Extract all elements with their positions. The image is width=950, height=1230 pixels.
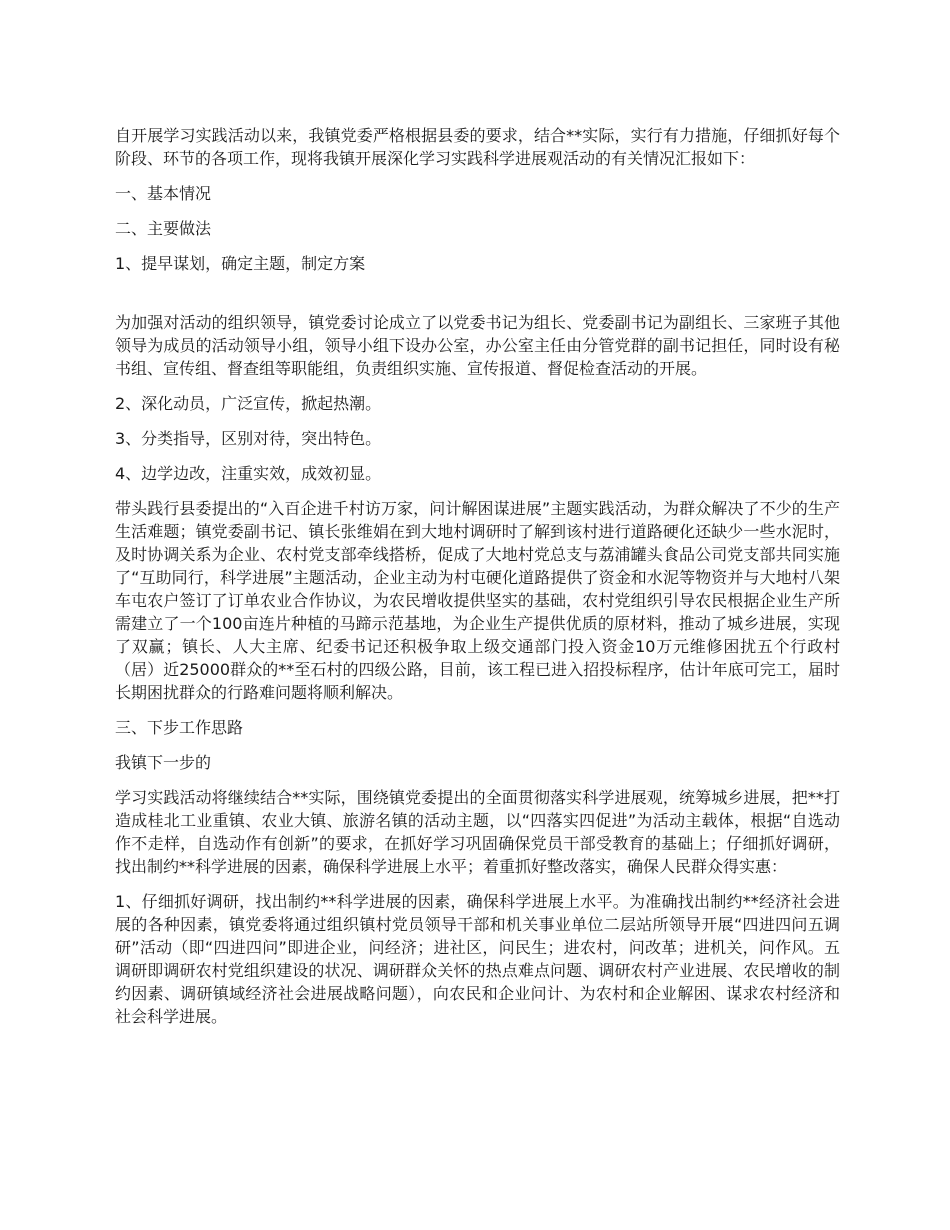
body-paragraph-next-step-plan: 学习实践活动将继续结合**实际，围绕镇党委提出的全面贯彻落实科学进展观，统筹城乡进展，把**打造成桂北工业重镇、农业大镇、旅游名镇的活动主题，以“四落实四促进”为活动主载体，根据“自选动作不走样，自选动作有创新”的要求，在抓好学习巩固确保党员干部受教育的基础上；仔细抓好调研，找出制约**科学进展的因素，确保科学进展上水平；着重抓好整改落实，确保人民群众得实惠： [115, 788, 840, 876]
section-heading-next-steps: 三、下步工作思路 [115, 718, 244, 737]
subheading-mobilization: 2、深化动员，广泛宣传，掀起热潮。 [115, 394, 382, 413]
section-heading-basic-situation: 一、基本情况 [115, 184, 212, 203]
body-paragraph-next-step-intro: 我镇下一步的 [115, 753, 212, 772]
subheading-planning: 1、提早谋划，确定主题，制定方案 [115, 254, 366, 273]
intro-paragraph: 自开展学习实践活动以来，我镇党委严格根据县委的要求，结合**实际，实行有力措施，仔细抓好每个阶段、环节的各项工作，现将我镇开展深化学习实践科学进展观活动的有关情况汇报如下： [115, 126, 840, 168]
section-heading-main-practices: 二、主要做法 [115, 219, 212, 238]
body-paragraph-organization: 为加强对活动的组织领导，镇党委讨论成立了以党委书记为组长、党委副书记为副组长、三家班子其他领导为成员的活动领导小组，领导小组下设办公室，办公室主任由分管党群的副书记担任，同时设有秘书组、宣传组、督查组等职能组，负责组织实施、宣传报道、督促检查活动的开展。 [115, 313, 840, 378]
body-paragraph-research: 1、仔细抓好调研，找出制约**科学进展的因素，确保科学进展上水平。为准确找出制约**经济社会进展的各种因素，镇党委将通过组织镇村党员领导干部和机关事业单位二层站所领导开展“四进四问五调研”活动（即“四进四问”即进企业，问经济；进社区，问民生；进农村，问改革；进机关，问作风。五调研即调研农村党组织建设的状况、调研群众关怀的热点难点问题、调研农村产业进展、农民增收的制约因素、调研镇域经济社会进展战略问题），向农民和企业问计、为农村和企业解困、谋求农村经济和社会科学进展。 [115, 892, 840, 1026]
document-body [115, 124, 840, 1040]
subheading-results: 4、边学边改，注重实效，成效初显。 [115, 464, 382, 483]
body-paragraph-practice-activity: 带头践行县委提出的“入百企进千村访万家，问计解困谋进展”主题实践活动，为群众解决了不少的生产生活难题；镇党委副书记、镇长张维娟在到大地村调研时了解到该村进行道路硬化还缺少一些水泥时，及时协调关系为企业、农村党支部牵线搭桥，促成了大地村党总支与荔浦罐头食品公司党支部共同实施了“互助同行，科学进展”主题活动，企业主动为村屯硬化道路提供了资金和水泥等物资并与大地村八架车屯农户签订了订单农业合作协议，为农民增收提供坚实的基础，农村党组织引导农民根据企业生产所需建立了一个100亩连片种植的马蹄示范基地，为企业生产提供优质的原材料，推动了城乡进展，实现了双赢；镇长、人大主席、纪委书记还积极争取上级交通部门投入资金10万元维修困扰五个行政村（居）近25000群众的**至石村的四级公路，目前，该工程已进入招投标程序，估计年底可完工，届时长期困扰群众的行路难问题将顺利解决。 [115, 499, 840, 702]
subheading-guidance: 3、分类指导，区别对待，突出特色。 [115, 429, 382, 448]
